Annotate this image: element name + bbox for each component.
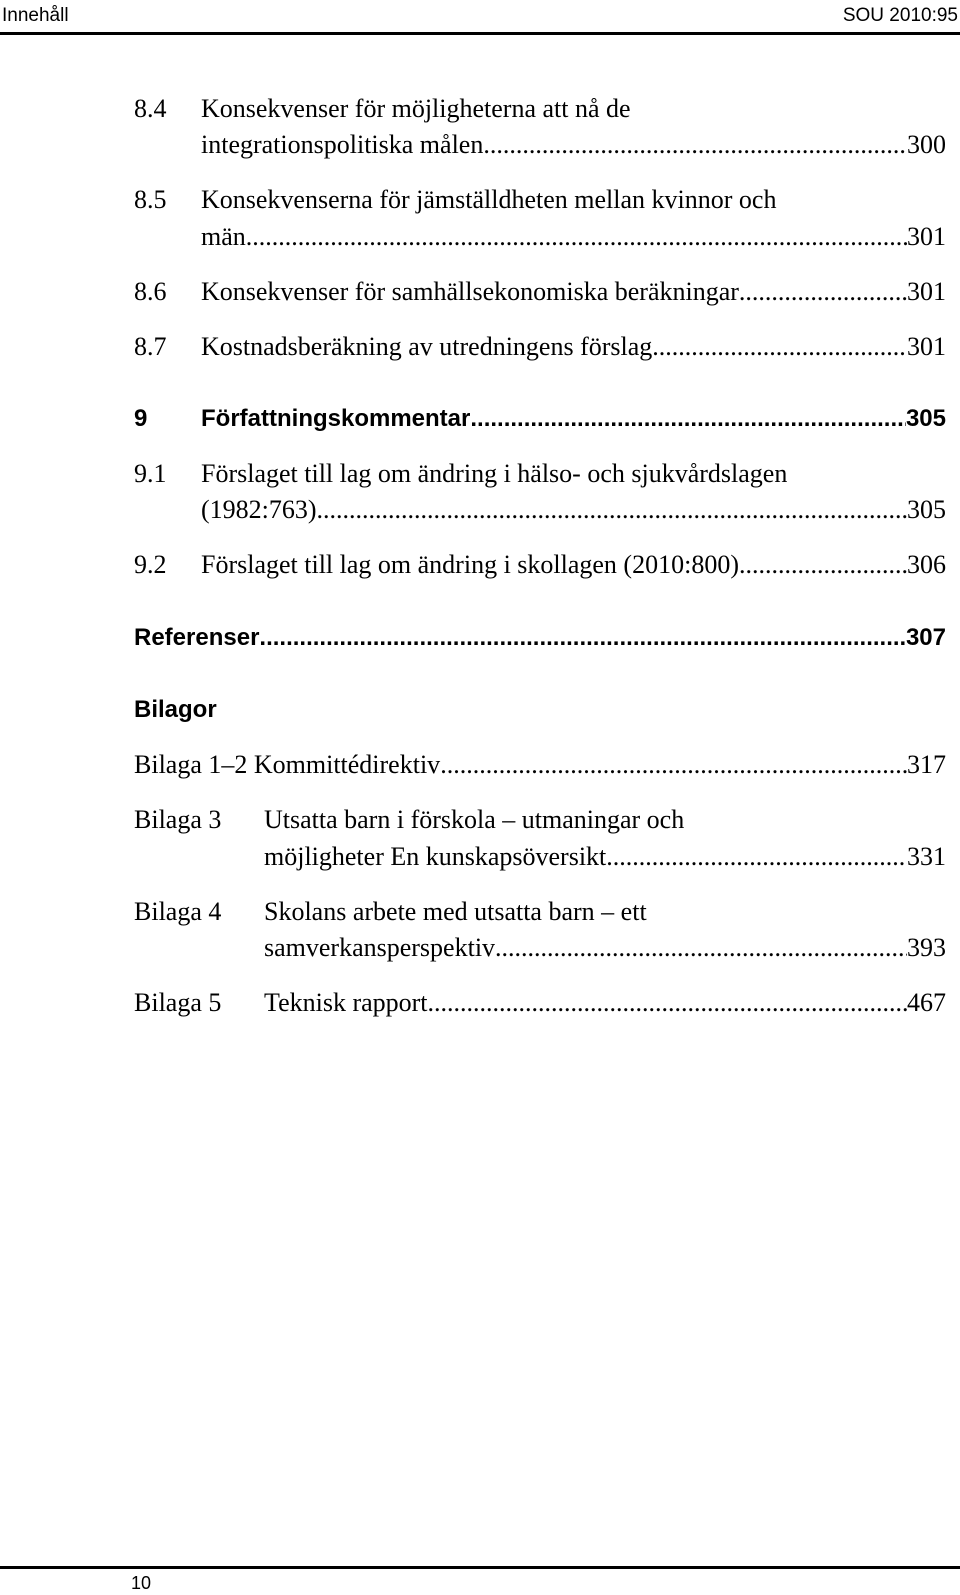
toc-appendix-title: Teknisk rapport bbox=[264, 988, 428, 1017]
toc-appendix-title-line1: Skolans arbete med utsatta barn – ett bbox=[264, 897, 647, 926]
toc-chapter-9[interactable] bbox=[134, 401, 946, 437]
toc-entry-8-5-continuation[interactable] bbox=[201, 219, 946, 255]
header-section-title: Innehåll bbox=[2, 5, 69, 26]
toc-entry-9-1[interactable] bbox=[134, 456, 946, 492]
toc-references-title: Referenser bbox=[134, 624, 260, 651]
dot-leader bbox=[317, 492, 907, 528]
toc-page-number: 306 bbox=[907, 550, 946, 579]
header-series-number: SOU 2010:95 bbox=[842, 5, 958, 26]
toc-entry-number: 8.5 bbox=[134, 185, 167, 214]
toc-appendix-label: Bilaga 5 bbox=[134, 988, 222, 1017]
toc-appendix-1-2[interactable] bbox=[134, 747, 946, 783]
dot-leader bbox=[739, 274, 907, 310]
toc-appendices-heading bbox=[134, 692, 946, 728]
dot-leader bbox=[470, 401, 906, 437]
toc-entry-title: Förslaget till lag om ändring i skollagen (2010:800) bbox=[201, 550, 739, 579]
toc-page-number: 301 bbox=[907, 277, 946, 306]
toc-page-number: 305 bbox=[905, 405, 946, 432]
toc-page-number: 317 bbox=[907, 750, 946, 779]
footer-page-number: 10 bbox=[131, 1573, 152, 1593]
toc-chapter-number: 9 bbox=[134, 405, 148, 432]
toc-entry-title-line1: Konsekvenser för möjligheterna att nå de bbox=[201, 94, 631, 123]
dot-leader bbox=[428, 985, 907, 1021]
toc-entry-9-1-continuation[interactable] bbox=[201, 492, 946, 528]
appendices-heading-text: Bilagor bbox=[134, 696, 217, 723]
toc-appendix-title-line2: samverkansperspektiv bbox=[264, 933, 496, 962]
dot-leader bbox=[483, 127, 907, 163]
toc-references[interactable] bbox=[134, 620, 946, 656]
toc-chapter-title: Författningskommentar bbox=[201, 405, 471, 432]
toc-appendix-title-line2: möjligheter En kunskapsöversikt bbox=[264, 842, 607, 871]
toc-entry-number: 8.6 bbox=[134, 277, 167, 306]
toc-entry-9-2[interactable] bbox=[134, 547, 946, 583]
toc-page-number: 331 bbox=[907, 842, 946, 871]
dot-leader bbox=[495, 930, 907, 966]
toc-appendix-label: Bilaga 4 bbox=[134, 897, 222, 926]
toc-page-number: 300 bbox=[907, 130, 946, 159]
dot-leader bbox=[259, 620, 906, 656]
dot-leader bbox=[739, 547, 907, 583]
toc-entry-title: Kostnadsberäkning av utredningens förslag bbox=[201, 332, 653, 361]
dot-leader bbox=[652, 329, 907, 365]
toc-appendix-title-line1: Utsatta barn i förskola – utmaningar och bbox=[264, 805, 685, 834]
toc-entry-title-line2: integrationspolitiska målen bbox=[201, 130, 484, 159]
toc-entry-title-line1: Förslaget till lag om ändring i hälso- och sjukvårdslagen bbox=[201, 459, 788, 488]
toc-entry-title-line1: Konsekvenserna för jämställdheten mellan kvinnor och bbox=[201, 185, 777, 214]
toc-entry-title: Konsekvenser för samhällsekonomiska beräkningar bbox=[201, 277, 739, 306]
dot-leader bbox=[440, 747, 907, 783]
toc-appendix-4[interactable] bbox=[134, 894, 946, 930]
toc-page-number: 467 bbox=[907, 988, 946, 1017]
toc-entry-8-7[interactable] bbox=[134, 329, 946, 365]
toc-entry-title-line2: män bbox=[201, 222, 246, 251]
toc-entry-8-4[interactable] bbox=[134, 91, 946, 127]
toc-page-number: 301 bbox=[907, 222, 946, 251]
toc-page-number: 305 bbox=[907, 495, 946, 524]
running-header bbox=[0, 2, 960, 32]
toc-page-number: 301 bbox=[907, 332, 946, 361]
toc-appendix-3[interactable] bbox=[134, 802, 946, 838]
toc-entry-8-5[interactable] bbox=[134, 182, 946, 218]
toc-entry-number: 9.1 bbox=[134, 459, 167, 488]
toc-appendix-5[interactable] bbox=[134, 985, 946, 1021]
toc-entry-number: 8.4 bbox=[134, 94, 167, 123]
toc-appendix-3-continuation[interactable] bbox=[264, 839, 946, 875]
footer-rule bbox=[0, 1566, 960, 1569]
toc-entry-number: 8.7 bbox=[134, 332, 167, 361]
toc-entry-title-line2: (1982:763) bbox=[201, 495, 317, 524]
toc-appendix-label: Bilaga 3 bbox=[134, 805, 222, 834]
toc-entry-8-6[interactable] bbox=[134, 274, 946, 310]
toc-appendix-title: Bilaga 1–2 Kommittédirektiv bbox=[134, 750, 441, 779]
toc-entry-8-4-continuation[interactable] bbox=[201, 127, 946, 163]
toc-page-number: 307 bbox=[905, 624, 946, 651]
header-rule bbox=[0, 32, 960, 35]
toc-page-number: 393 bbox=[907, 933, 946, 962]
toc-entry-number: 9.2 bbox=[134, 550, 167, 579]
dot-leader bbox=[246, 219, 907, 255]
dot-leader bbox=[606, 839, 907, 875]
toc-appendix-4-continuation[interactable] bbox=[264, 930, 946, 966]
